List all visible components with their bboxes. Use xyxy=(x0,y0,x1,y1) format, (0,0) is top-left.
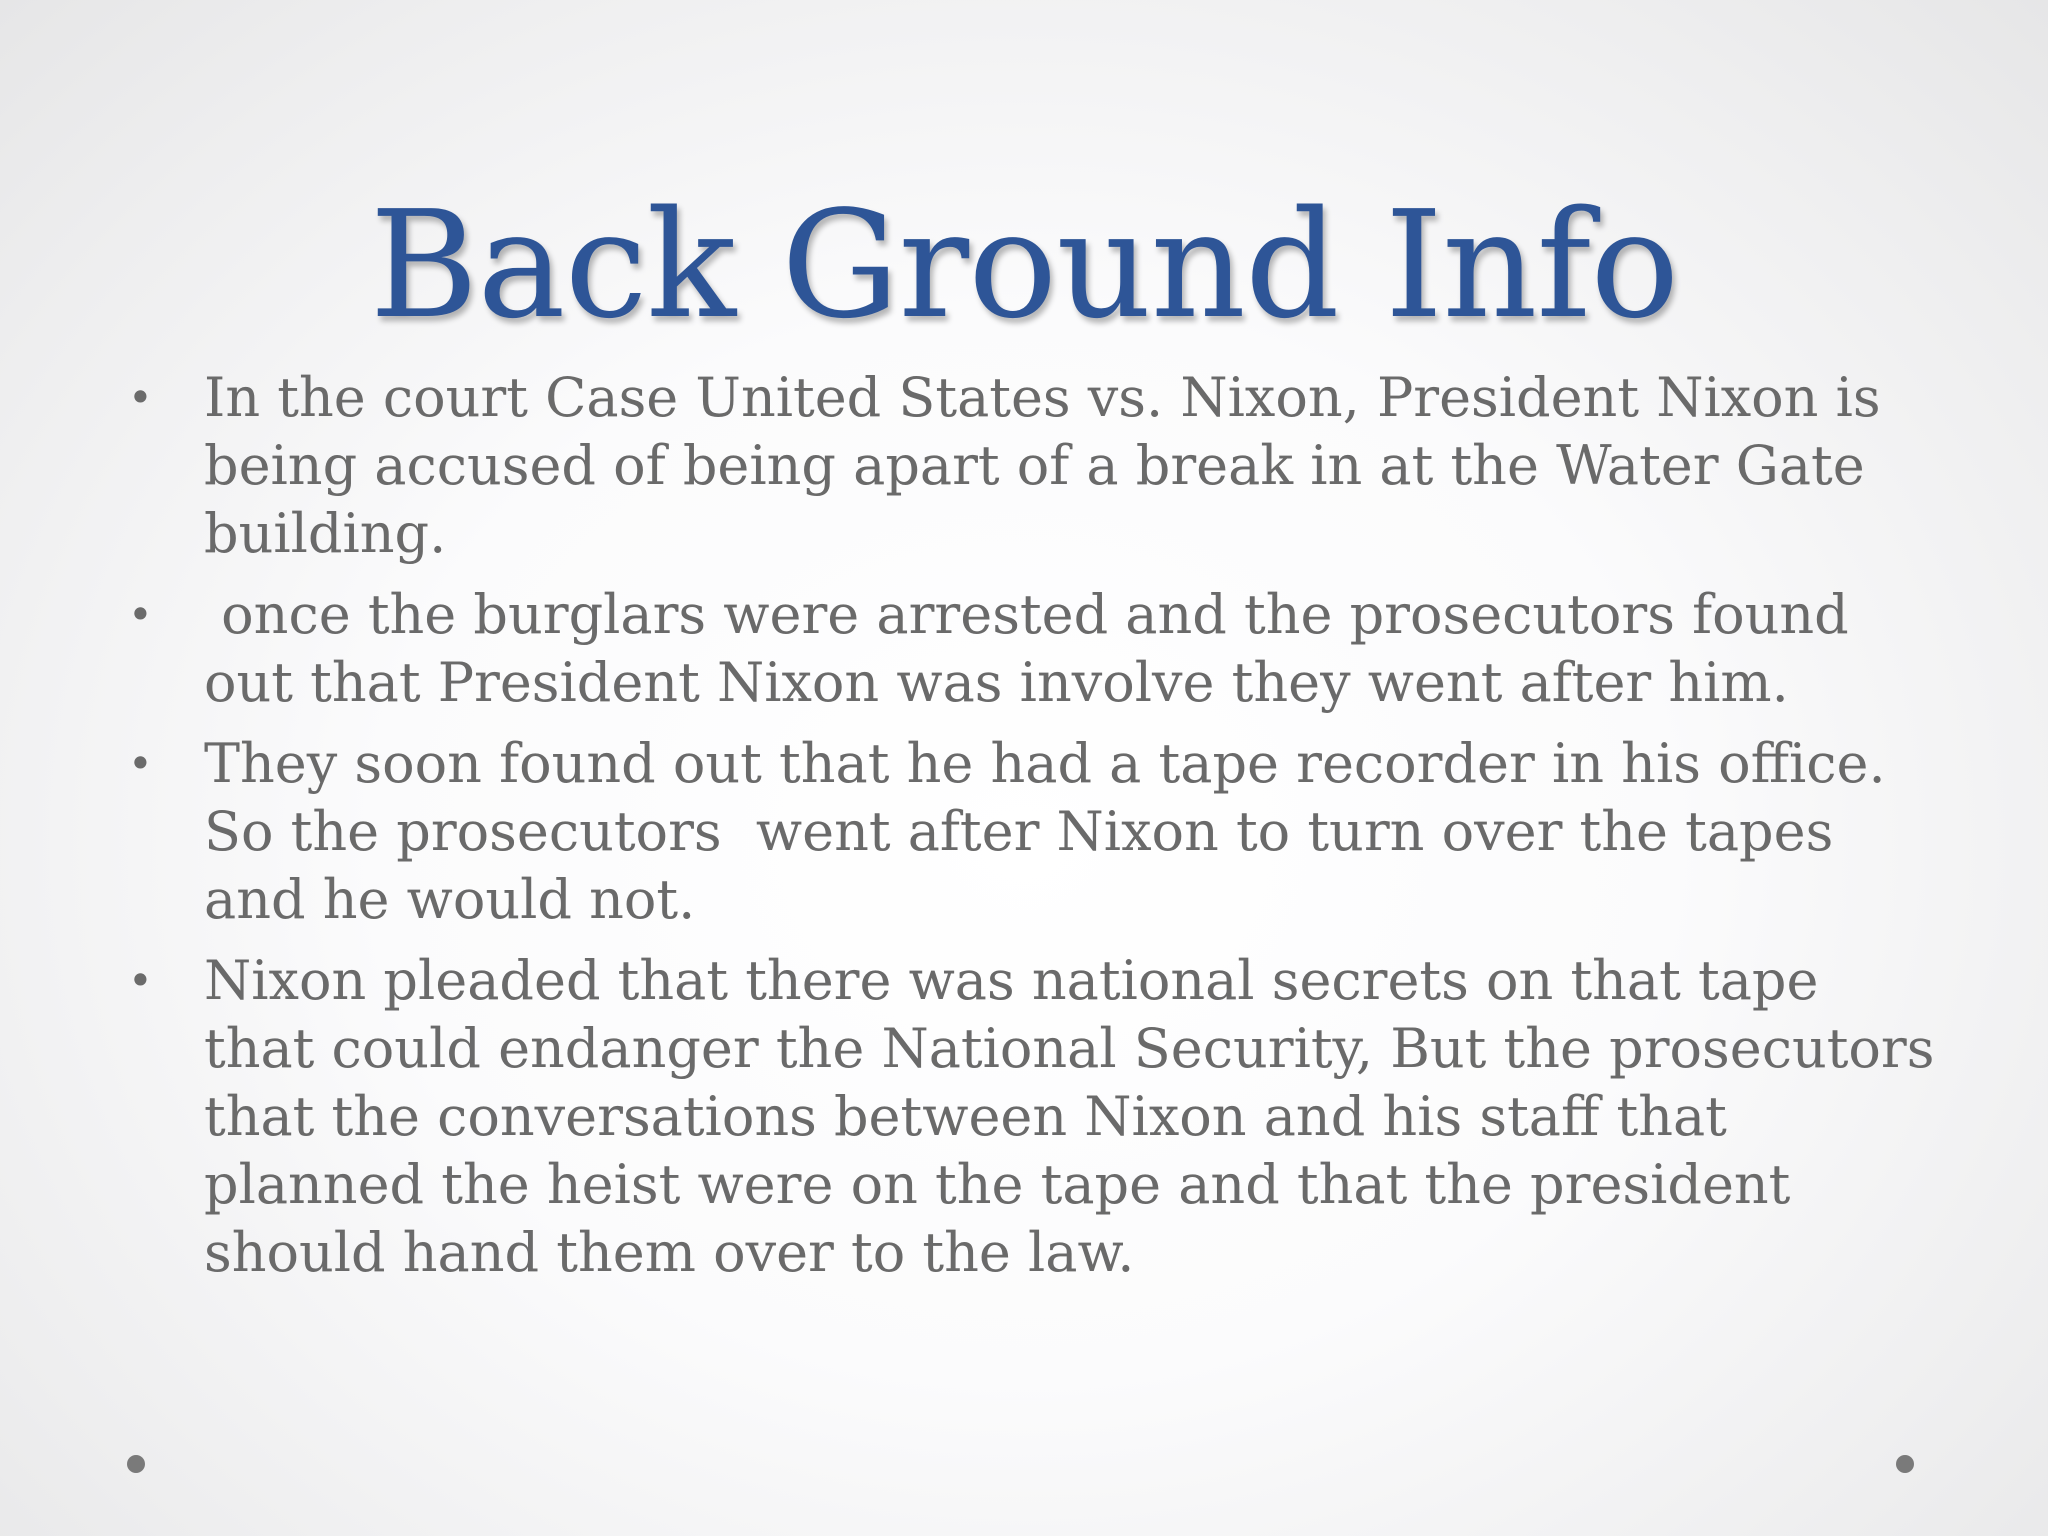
bullet-item xyxy=(0,364,1944,568)
slide-title: Back Ground Info xyxy=(369,179,1679,351)
bullet-text-line: out that President Nixon was involve they went after him. xyxy=(204,651,1789,714)
bullet-text-line: that could endanger the National Security, But the prosecutors xyxy=(204,1017,1935,1080)
bullet-text-line: Nixon pleaded that there was national secrets on that tape xyxy=(204,949,1819,1012)
bullet-text-line: planned the heist were on the tape and that the president xyxy=(204,1153,1791,1216)
bullet-text-line: In the court Case United States vs. Nixon, President Nixon is xyxy=(204,366,1881,429)
bullet-item xyxy=(0,730,1944,934)
bullet-text-line: So the prosecutors went after Nixon to turn over the tapes xyxy=(204,800,1834,863)
bullet-text-line: once the burglars were arrested and the prosecutors found xyxy=(204,583,1849,646)
bullet-text-line: being accused of being apart of a break in at the Water Gate xyxy=(204,434,1865,497)
bullet-text-line: They soon found out that he had a tape recorder in his office. xyxy=(204,732,1886,795)
bullet-icon: • xyxy=(128,373,153,422)
bullet-icon: • xyxy=(128,739,153,788)
bullet-item xyxy=(0,947,1944,1287)
bullet-list xyxy=(0,364,2048,1300)
bullet-icon: • xyxy=(128,956,153,1005)
bullet-text-line: that the conversations between Nixon and his staff that xyxy=(204,1085,1727,1148)
bullet-item xyxy=(0,581,1944,717)
corner-dot-icon xyxy=(1896,1455,1914,1473)
bullet-text-line: and he would not. xyxy=(204,868,696,931)
corner-dot-icon xyxy=(127,1455,145,1473)
bullet-text-line: building. xyxy=(204,502,447,565)
bullet-text-line: should hand them over to the law. xyxy=(204,1221,1135,1284)
bullet-icon: • xyxy=(128,590,153,639)
